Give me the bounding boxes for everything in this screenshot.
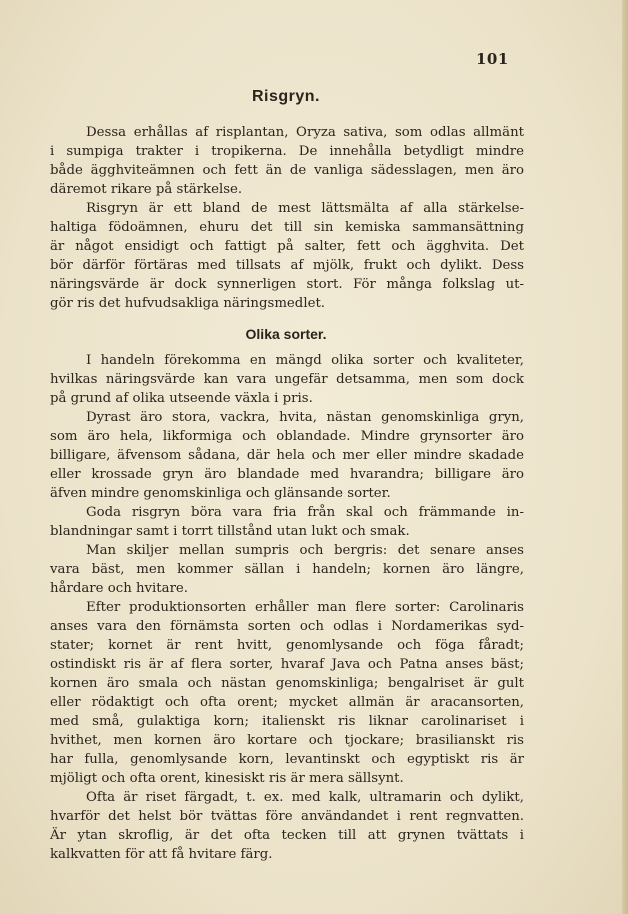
text-line: har fulla, genomlysande korn, levantinskt och egyptiskt ris är <box>50 752 524 767</box>
text-line: I handeln förekomma en mängd olika sorter och kvaliteter, <box>86 353 524 368</box>
text-line: vara bäst, men kommer sällan i handeln; kornen äro längre, <box>50 562 524 577</box>
section-sorts <box>50 351 524 864</box>
text-line: gör ris det hufvudsakliga näringsmedlet. <box>50 296 326 311</box>
page-edge <box>622 0 628 914</box>
text-line: mjöligt och ofta orent, kinesiskt ris är mera sällsynt. <box>50 771 404 786</box>
text-line: hvithet, men kornen äro kortare och tjockare; brasilianskt ris <box>50 733 524 748</box>
text-line: billigare, äfvensom sådana, där hela och mer eller mindre skadade <box>50 448 524 463</box>
text-line: näringsvärde är dock synnerligen stort. För många folkslag ut- <box>50 277 524 292</box>
text-line: bör därför förtäras med tillsats af mjölk, frukt och dylikt. Dess <box>50 258 524 273</box>
text-line: eller rödaktigt och ofta orent; mycket allmän är aracansorten, <box>50 695 524 710</box>
text-line: kalkvatten för att få hvitare färg. <box>50 847 273 862</box>
text-line: blandningar samt i torrt tillstånd utan lukt och smak. <box>50 524 410 539</box>
text-line: anses vara den förnämsta sorten och odlas i Nordamerikas syd- <box>50 619 524 634</box>
text-line: Är ytan skroflig, är det ofta tecken till att grynen tvättats i <box>50 828 524 843</box>
section-heading: Olika sorter. <box>245 326 327 342</box>
text-line: Risgryn är ett bland de mest lättsmälta af alla stärkelse- <box>86 201 524 216</box>
text-line: ostindiskt ris är af flera sorter, hvaraf Java och Patna anses bäst; <box>50 657 524 672</box>
page-title: Risgryn. <box>251 88 320 105</box>
text-line: Efter produktionsorten erhåller man flere sorter: Carolinaris <box>86 600 524 615</box>
text-line: är något ensidigt och fattigt på salter, fett och ägghvita. Det <box>50 239 524 254</box>
text-line: med små, gulaktiga korn; italienskt ris liknar carolinariset i <box>50 714 524 729</box>
text-line: både ägghviteämnen och fett än de vanliga sädesslagen, men äro <box>50 163 524 178</box>
text-line: Man skiljer mellan sumpris och bergris: det senare anses <box>86 543 524 558</box>
text-line: Ofta är riset färgadt, t. ex. med kalk, ultramarin och dylikt, <box>86 790 524 805</box>
text-line: äfven mindre genomskinliga och glänsande sorter. <box>50 486 391 501</box>
text-line: Goda risgryn böra vara fria från skal och främmande in- <box>86 505 524 520</box>
text-line: hvarför det helst bör tvättas före användandet i rent regnvatten. <box>50 809 524 824</box>
text-line: kornen äro smala och nästan genomskinliga; bengalriset är gult <box>50 676 524 691</box>
text-line: hvilkas näringsvärde kan vara ungefär detsamma, men som dock <box>50 372 524 387</box>
text-line: hårdare och hvitare. <box>50 581 189 596</box>
text-line: på grund af olika utseende växla i pris. <box>50 391 313 406</box>
text-line: som äro hela, likformiga och oblandade. Mindre grynsorter äro <box>50 429 524 444</box>
text-line: haltiga födoämnen, ehuru det till sin kemiska sammansättning <box>50 220 524 235</box>
section-intro <box>50 123 524 313</box>
text-line: däremot rikare på stärkelse. <box>50 182 243 197</box>
text-line: Dyrast äro stora, vackra, hvita, nästan genomskinliga gryn, <box>86 410 524 425</box>
text-line: stater; kornet är rent hvitt, genomlysande och föga fåradt; <box>50 638 524 653</box>
text-line: i sumpiga trakter i tropikerna. De innehålla betydligt mindre <box>50 144 524 159</box>
page-number: 101 <box>476 50 509 68</box>
text-line: eller krossade gryn äro blandade med hvarandra; billigare äro <box>50 467 524 482</box>
text-line: Dessa erhållas af risplantan, Oryza sativa, som odlas allmänt <box>86 125 524 140</box>
